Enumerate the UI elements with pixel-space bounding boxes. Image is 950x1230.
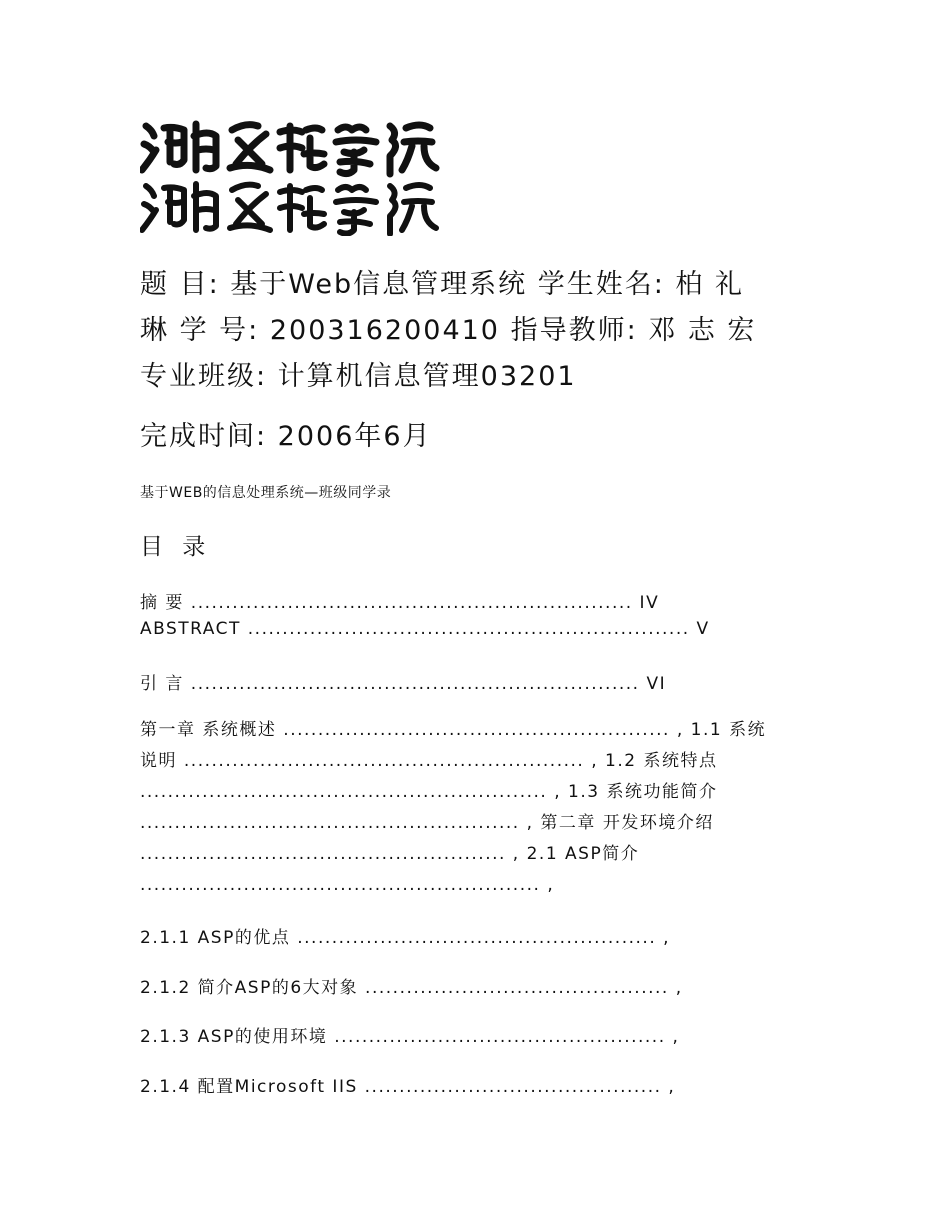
toc-entry-1-3[interactable]: ....................................................... , 第二章 开发环境介绍 [140, 813, 714, 833]
toc-entry-1-2[interactable]: ........................................................... , 1.3 系统功能简介 [140, 782, 718, 802]
toc-entry-2-1-2[interactable]: 2.1.2 简介ASP的6大对象 ............................................ , [140, 978, 683, 998]
cover-info [140, 262, 820, 400]
toc-entry-2-1-1[interactable]: 2.1.1 ASP的优点 .................................................... , [140, 928, 671, 948]
toc-entry-2-1[interactable]: .......................................................... , [140, 875, 555, 895]
calligraphy-logo-image [140, 112, 540, 236]
document-subtitle: 基于WEB的信息处理系统—班级同学录 [140, 485, 392, 501]
toc-entry-1-1[interactable]: 说明 .......................................................... , 1.2 系统特点 [140, 751, 718, 771]
toc-entry-abstract-cn[interactable]: 摘 要 ................................................................ IV [140, 593, 660, 613]
toc-entry-abstract-en[interactable]: ABSTRACT ................................................................ V [140, 619, 710, 639]
toc-entry-2-1-4[interactable]: 2.1.4 配置Microsoft IIS ........................................... , [140, 1077, 676, 1097]
toc-chapter-block [140, 715, 800, 901]
completion-date: 完成时间: 2006年6月 [140, 421, 432, 452]
cover-line-student: 琳 学 号: 200316200410 指导教师: 邓 志 宏 [140, 315, 757, 346]
toc-entry-intro[interactable]: 引 言 ................................................................. VI [140, 674, 667, 694]
toc-entry-2-1-3[interactable]: 2.1.3 ASP的使用环境 ................................................ , [140, 1027, 680, 1047]
cover-line-title: 题 目: 基于Web信息管理系统 学生姓名: 柏 礼 [140, 269, 744, 300]
college-logo-calligraphy [140, 112, 540, 236]
toc-entry-chapter2[interactable]: ..................................................... , 2.1 ASP简介 [140, 844, 640, 864]
toc-heading: 目 录 [140, 534, 212, 560]
cover-line-class: 专业班级: 计算机信息管理03201 [140, 361, 577, 392]
toc-entry-chapter1[interactable]: 第一章 系统概述 ........................................................ , 1.1 系统 [140, 720, 767, 740]
